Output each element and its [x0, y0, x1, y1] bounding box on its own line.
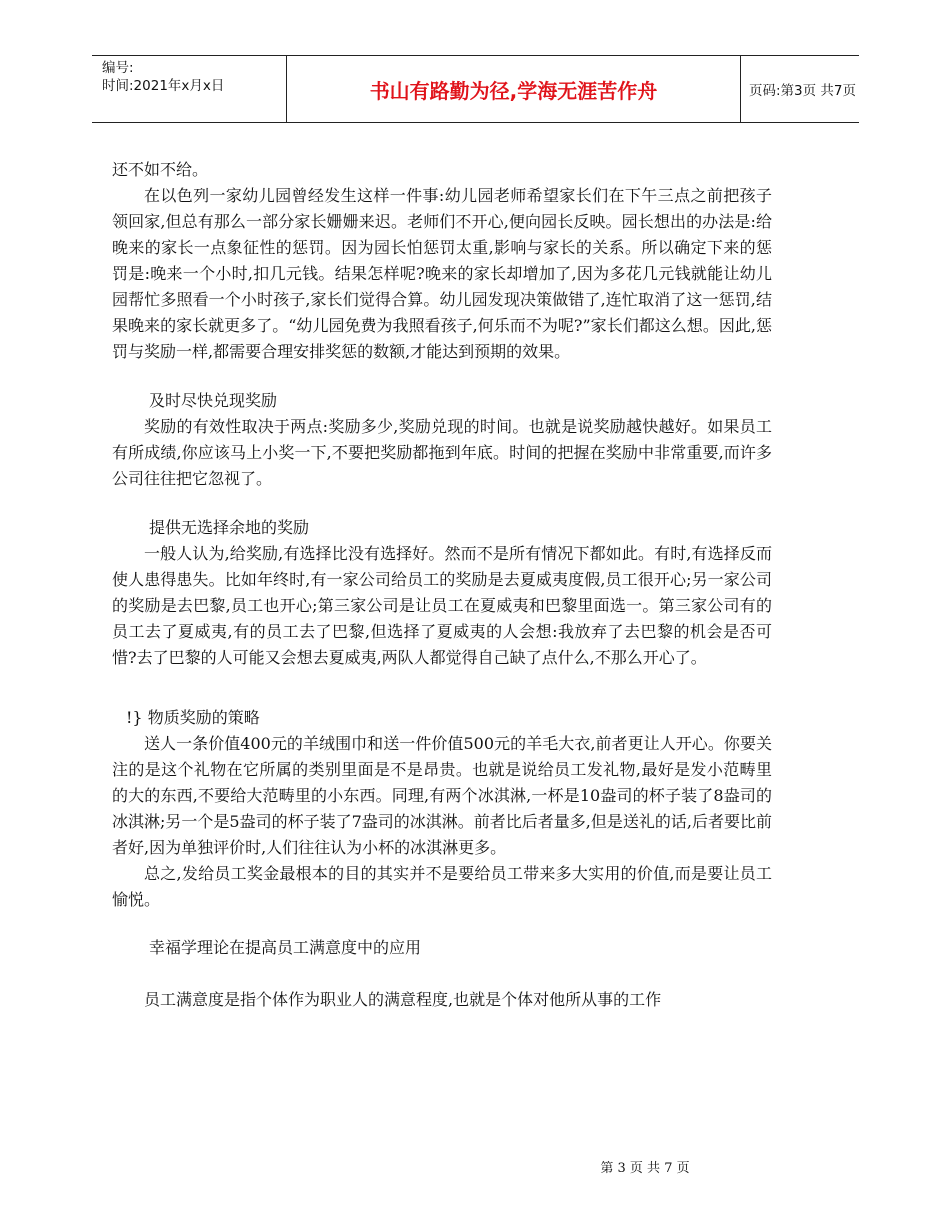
page-header [92, 55, 859, 123]
header-meta [92, 56, 286, 122]
section-heading-no-choice-reward: 提供无选择余地的奖励 [149, 518, 310, 537]
paragraph-gift-strategy: 送人一条价值400元的羊绒围巾和送一件价值500元的羊毛大衣,前者更让人开心。你要关注的是这个礼物在它所属的类别里面是不是昂贵。也就是说给员工发礼物,最好是发小范畴里的大的东西,不要给大范畴里的小东西。同理,有两个冰淇淋,一杯是10盎司的杯子装了8盎司的冰淇淋;另一个是5盎司的杯子装了7盎司的冰淇淋。前者比后者量多,但是送礼的话,后者要比前者好,因为单独评价时,人们往往认为小杯的冰淇淋更多。 [112, 734, 772, 857]
paragraph-conclusion: 总之,发给员工奖金最根本的目的其实并不是要给员工带来多大实用的价值,而是要让员工愉悦。 [112, 864, 772, 909]
section-heading-happiness-theory: 幸福学理论在提高员工满意度中的应用 [149, 938, 422, 957]
paragraph-reward-timing: 奖励的有效性取决于两点:奖励多少,奖励兑现的时间。也就是说奖励越快越好。如果员工有所成绩,你应该马上小奖一下,不要把奖励都拖到年底。时间的把握在奖励中非常重要,而许多公司往往把它忽视了。 [112, 417, 772, 488]
section-heading-material-reward: !} 物质奖励的策略 [126, 708, 260, 727]
page-footer: 第 3 页 共 7 页 [600, 1161, 690, 1176]
paragraph-choice-example: 一般人认为,给奖励,有选择比没有选择好。然而不是所有情况下都如此。有时,有选择反而使人患得患失。比如年终时,有一家公司给员工的奖励是去夏威夷度假,员工很开心;另一家公司的奖励是去巴黎,员工也开心;第三家公司是让员工在夏威夷和巴黎里面选一。第三家公司有的员工去了夏威夷,有的员工去了巴黎,但选择了夏威夷的人会想:我放弃了去巴黎的机会是否可惜?去了巴黎的人可能又会想去夏威夷,两队人都觉得自己缺了点什么,不那么开心了。 [112, 544, 772, 667]
section-heading-timely-reward: 及时尽快兑现奖励 [149, 391, 278, 410]
header-motto: 书山有路勤为径,学海无涯苦作舟 [286, 56, 741, 122]
paragraph-kindergarten-story: 在以色列一家幼儿园曾经发生这样一件事:幼儿园老师希望家长们在下午三点之前把孩子领回家,但总有那么一部分家长姗姗来迟。老师们不开心,便向园长反映。园长想出的办法是:给晚来的家长一点象征性的惩罚。因为园长怕惩罚太重,影响与家长的关系。所以确定下来的惩罚是:晚来一个小时,扣几元钱。结果怎样呢?晚来的家长却增加了,因为多花几元钱就能让幼儿园帮忙多照看一个小时孩子,家长们觉得合算。幼儿园发现决策做错了,连忙取消了这一惩罚,结果晚来的家长就更多了。“幼儿园免费为我照看孩子,何乐而不为呢?”家长们都这么想。因此,惩罚与奖励一样,都需要合理安排奖惩的数额,才能达到预期的效果。 [112, 186, 772, 361]
paragraph-satisfaction-definition: 员工满意度是指个体作为职业人的满意程度,也就是个体对他所从事的工作 [144, 990, 662, 1009]
document-number-label: 编号: [102, 60, 134, 76]
paragraph-continuation: 还不如不给。 [112, 160, 209, 179]
header-page-info: 页码:第3页 共7页 [749, 83, 857, 99]
document-time-label: 时间:2021年x月x日 [102, 78, 225, 94]
document-body [112, 157, 772, 1013]
